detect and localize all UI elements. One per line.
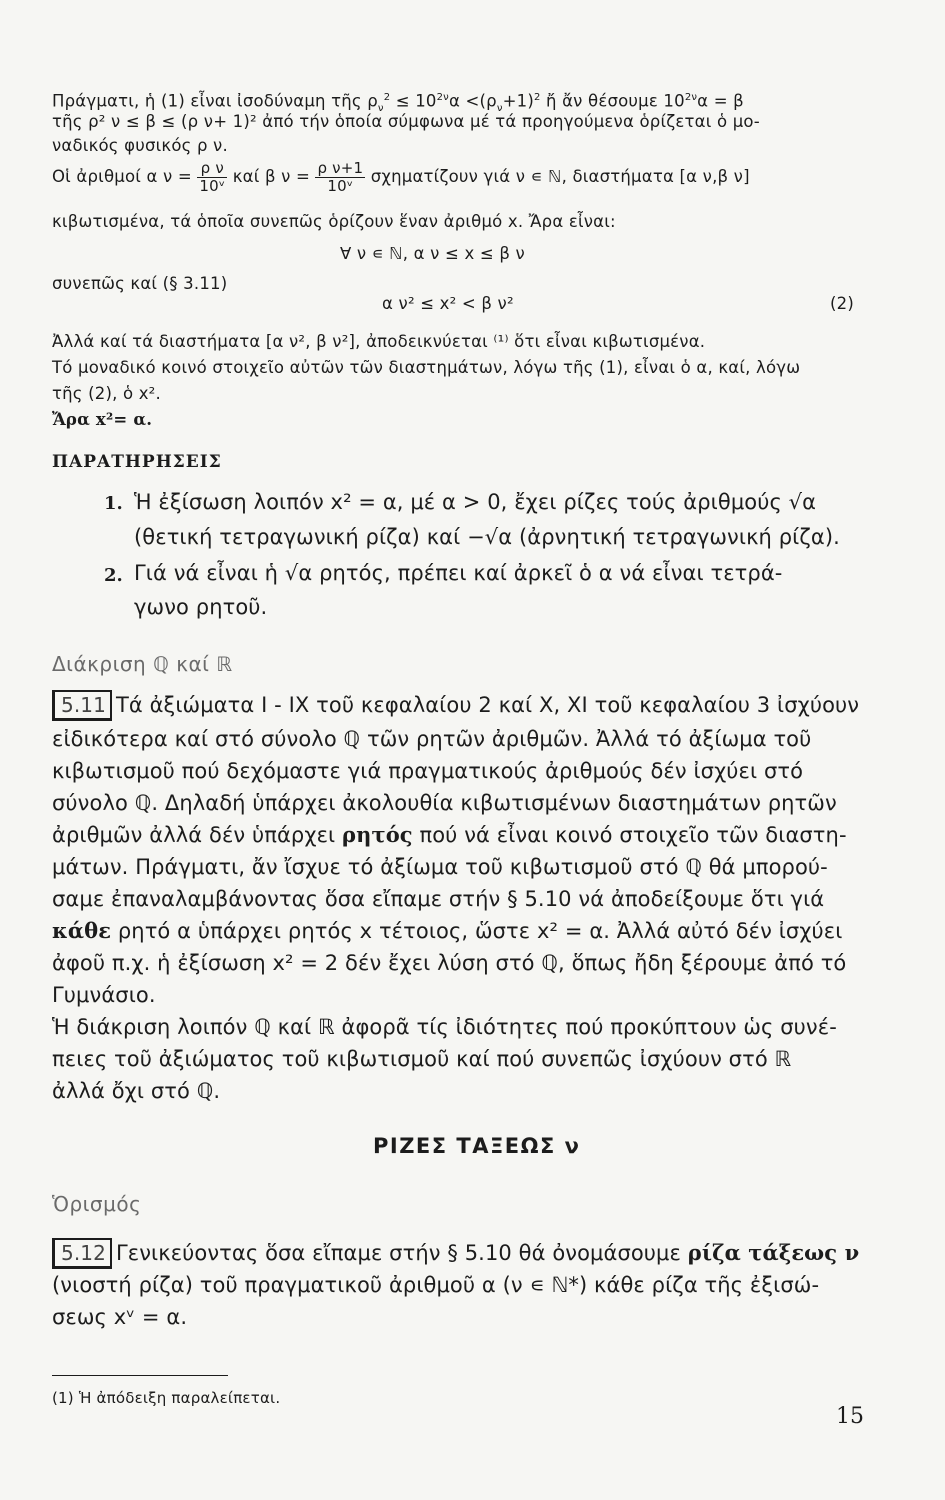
item-number: 1. [104, 493, 123, 514]
text-line: κιβωτισμένα, τά ὁποῖα συνεπῶς ὁρίζουν ἕναν ἀριθμό x. Ἄρα εἶναι: [52, 212, 616, 231]
text-line: (θετική τετραγωνική ρίζα) καί −√α (ἀρνητική τετραγωνική ρίζα). [134, 525, 840, 549]
text-line: Ἡ διάκριση λοιπόν ℚ καί ℝ ἀφορᾶ τίς ἰδιότητες πού προκύπτουν ὡς συνέ- [52, 1015, 837, 1039]
text-line: Τό μοναδικό κοινό στοιχεῖο αὐτῶν τῶν διαστημάτων, λόγω τῆς (1), εἶναι ὁ α, καί, λόγω [52, 358, 801, 377]
text-line: Ἡ ἐξίσωση λοιπόν x² = α, μέ α > 0, ἔχει ρίζες τούς ἀριθμούς √α [134, 490, 817, 514]
fraction-line: Οἱ ἀριθμοί α ν = $\frac{\text{ρ ν}}{\text{10ᵛ}}$ καί β ν = $\frac{\text{ρ ν+1}}{\text{10ᵛ}}$ σχηματίζουν γιά ν ∊ ℕ, διαστήματα [α ν,β ν] [52, 159, 750, 195]
text-line: εἰδικότερα καί στό σύνολο ℚ τῶν ρητῶν ἀριθμῶν. Ἀλλά τό ἀξίωμα τοῦ [52, 727, 812, 751]
fraction: $\frac{\text{ρ ν+1}}{\text{10ᵛ}}$ [317, 159, 364, 195]
equation-tag: (2) [830, 294, 854, 313]
text-line: ναδικός φυσικός ρ ν. [52, 136, 228, 155]
footnote-rule [52, 1375, 228, 1376]
text-line: τῆς (2), ὁ x². [52, 384, 161, 403]
text-line: τῆς ρ² ν ≤ β ≤ (ρ ν+ 1)² ἀπό τήν ὁποία σύμφωνα μέ τά προηγούμενα ὁρίζεται ὁ μο- [52, 112, 760, 131]
text-line: σεως xᵛ = α. [52, 1305, 188, 1329]
text-line: Ἄρα x²= α. [52, 410, 153, 429]
paragraph-line: 5.11 Τά ἀξιώματα I - IX τοῦ κεφαλαίου 2 καί X, XI τοῦ κεφαλαίου 3 ἰσχύουν [52, 690, 859, 721]
text-line: σαμε ἐπαναλαμβάνοντας ὅσα εἴπαμε στήν § 5.10 νά ἀποδείξουμε ὅτι γιά [52, 887, 825, 911]
section-number-box: 5.12 [52, 1238, 112, 1269]
section-heading: ΠΑΡΑΤΗΡΗΣΕΙΣ [52, 452, 222, 472]
text-line: κάθε ρητό α ὑπάρχει ρητός x τέτοιος, ὥστε x² = α. Ἀλλά αὐτό δέν ἰσχύει [52, 918, 843, 943]
text-line: γωνο ρητοῦ. [134, 595, 268, 619]
text-line: ἀριθμῶν ἀλλά δέν ὑπάρχει ρητός πού νά εἶναι κοινό στοιχεῖο τῶν διαστη- [52, 822, 847, 847]
section-number-box: 5.11 [52, 690, 112, 721]
text-line: μάτων. Πράγματι, ἄν ἴσχυε τό ἀξίωμα τοῦ κιβωτισμοῦ στό ℚ θά μπορού- [52, 855, 828, 879]
text-line: ἀφοῦ π.χ. ἡ ἐξίσωση x² = 2 δέν ἔχει λύση στό ℚ, ὅπως ἤδη ξέρουμε ἀπό τό [52, 951, 847, 975]
text-line: κιβωτισμοῦ πού δεχόμαστε γιά πραγματικούς ἀριθμούς δέν ἰσχύει στό [52, 759, 804, 783]
text-line: (νιοστή ρίζα) τοῦ πραγματικοῦ ἀριθμοῦ α (ν ∊ ℕ*) κάθε ρίζα τῆς ἐξισώ- [52, 1273, 820, 1297]
subsection-heading: Διάκριση ℚ καί ℝ [52, 652, 233, 676]
text-line: Πράγματι, ἡ (1) εἶναι ἰσοδύναμη τῆς $\rho_\nu^2 \le 10^{2\nu}\alpha <(\rho_\nu+1)^2$ ἤ ἄν θέσουμε $10^{2\nu}\alpha = \beta$ [52, 91, 744, 114]
text-line: συνεπῶς καί (§ 3.11) [52, 274, 228, 293]
text-line: σύνολο ℚ. Δηλαδή ὑπάρχει ἀκολουθία κιβωτισμένων διαστημάτων ρητῶν [52, 791, 837, 815]
fraction: $\frac{\text{ρ ν}}{\text{10ᵛ}}$ [199, 159, 226, 195]
footnote: (1) Ἡ ἀπόδειξη παραλείπεται. [52, 1389, 281, 1407]
formula-line: ∀ ν ∊ ℕ, α ν ≤ x ≤ β ν [340, 244, 525, 263]
text-line: Ἀλλά καί τά διαστήματα [α ν², β ν²], ἀποδεικνύεται ⁽¹⁾ ὅτι εἶναι κιβωτισμένα. [52, 332, 706, 351]
text-line: πειες τοῦ ἀξιώματος τοῦ κιβωτισμοῦ καί πού συνεπῶς ἰσχύουν στό ℝ [52, 1047, 792, 1071]
text-line: Γυμνάσιο. [52, 983, 156, 1007]
text-line: ἀλλά ὄχι στό ℚ. [52, 1079, 221, 1103]
formula-line: α ν² ≤ x² < β ν² [382, 294, 514, 313]
text-line: Γιά νά εἶναι ἡ √α ρητός, πρέπει καί ἀρκεῖ ὁ α νά εἶναι τετρά- [134, 561, 783, 585]
subsection-heading: Ὁρισμός [52, 1192, 142, 1216]
page-number: 15 [836, 1404, 864, 1429]
paragraph-line: 5.12 Γενικεύοντας ὅσα εἴπαμε στήν § 5.10 θά ὀνομάσουμε ρίζα τάξεως ν [52, 1238, 859, 1269]
item-number: 2. [104, 565, 123, 586]
section-title: ΡΙΖΕΣ ΤΑΞΕΩΣ ν [373, 1134, 581, 1158]
